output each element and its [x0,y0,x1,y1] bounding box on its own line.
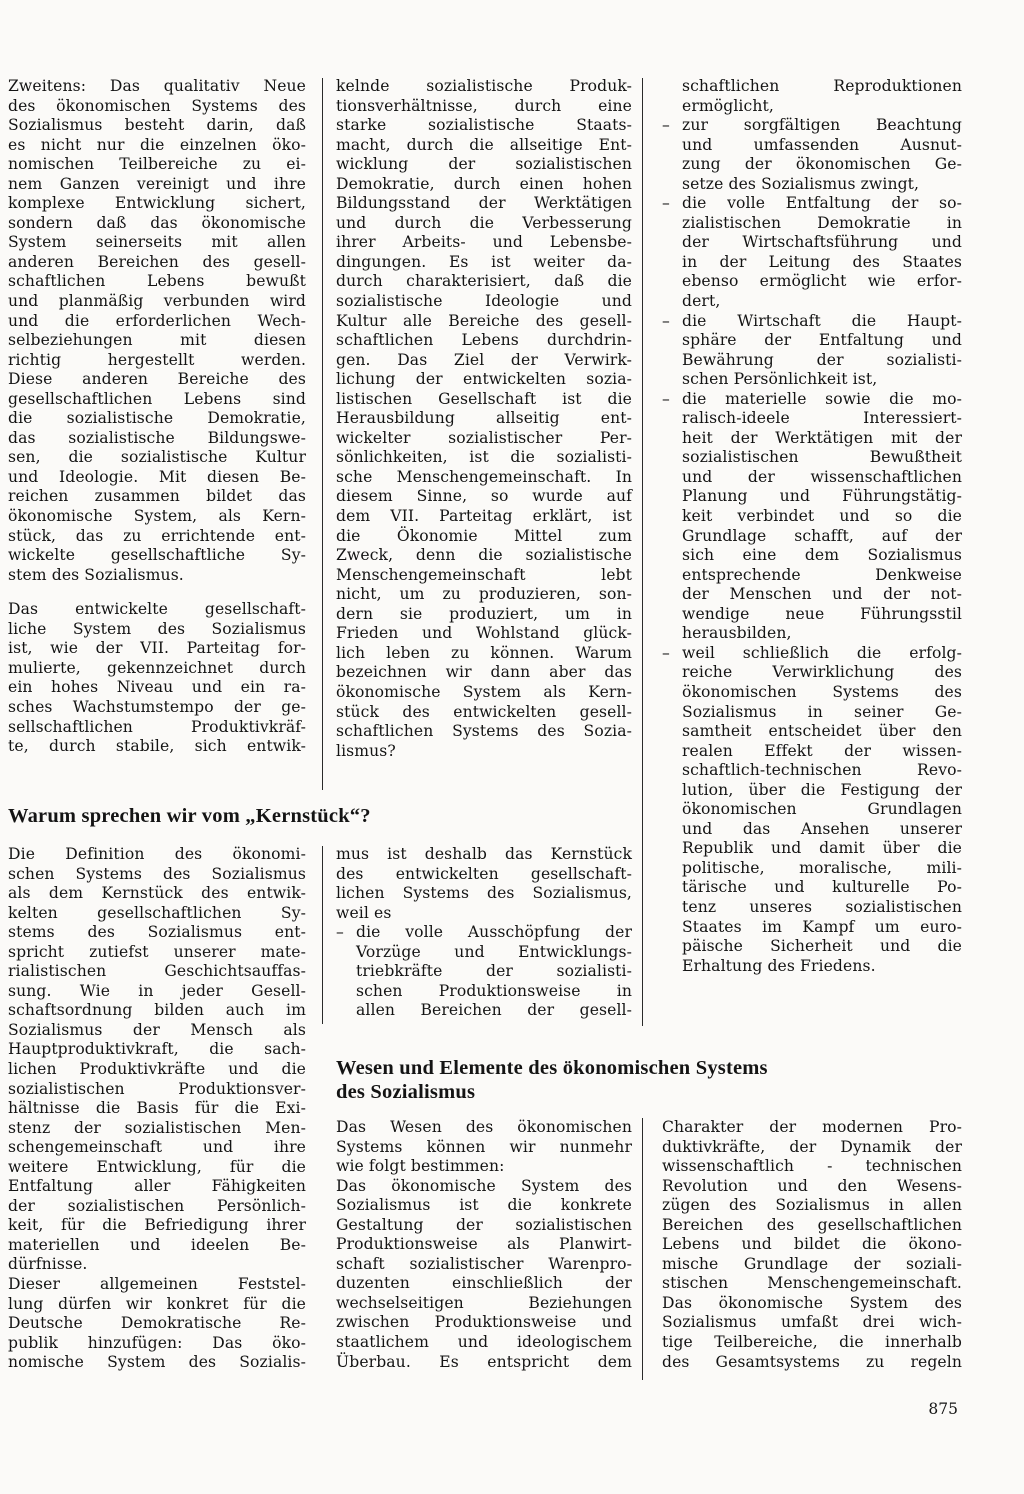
dash-bullet: – [662,643,670,662]
text-line: und das Ansehen unserer [682,819,962,838]
text-line: sung. Wie in jeder Gesell- [8,981,306,1000]
text-line: und die erforderlichen Wech- [8,311,306,330]
text-line: wissenschaftlich - technischen [662,1157,962,1176]
list-item [662,390,962,644]
text-line: gen. Das Ziel der Verwirk- [336,350,632,369]
text-line: Demokratie, durch einen hohen [336,174,632,193]
text-line: lich leben zu können. Warum [336,643,632,662]
text-line: tionsverhältnisse, durch eine [336,96,632,115]
text-line: Menschengemeinschaft lebt [336,565,632,584]
paragraph-entwickelte-system [8,600,306,756]
text-line: sches Wachstumstempo der ge- [8,697,306,716]
text-line: ökonomischen Grundlagen [682,800,962,819]
text-line: Frieden und Wohlstand glück- [336,624,632,643]
text-line: sich eine dem Sozialismus [682,546,962,565]
text-line: sozialistische Ideologie und [336,292,632,311]
dash-bullet: – [662,311,670,330]
text-line: triebkräfte der sozialisti- [356,962,632,981]
dash-bullet: – [662,116,670,135]
text-line: wickelte gesellschaftliche Sy- [8,546,306,565]
list-item [662,312,962,390]
text-line: selbeziehungen mit diesen [8,331,306,350]
text-line: ist, wie der VII. Parteitag for- [8,639,306,658]
text-line: des Gesamtsystems zu regeln [662,1352,962,1371]
text-line: sönlichkeiten, ist die sozialisti- [336,448,632,467]
dash-bullet: – [336,923,344,942]
text-line: dem VII. Parteitag erklärt, ist [336,507,632,526]
text-line: Revolution und den Wesens- [662,1176,962,1195]
text-line: mulierte, gekennzeichnet durch [8,658,306,677]
text-line: Erhaltung des Friedens. [682,956,876,975]
text-line: zur sorgfältigen Beachtung [682,116,962,135]
text-line: tenz unseres sozialistischen [682,897,962,916]
text-line: Deutsche Demokratische Re- [8,1314,306,1333]
text-line: hältnisse die Basis für die Exi- [8,1099,306,1118]
list-item [662,116,962,194]
text-line: ralisch-ideele Interessiert- [682,409,962,428]
text-line: stenz der sozialistischen Men- [8,1118,306,1137]
text-line: ebenso ermöglicht wie erfor- [682,272,962,291]
text-line: sozialistischen Produktionsver- [8,1079,306,1098]
text-line: zügen des Sozialismus in allen [662,1196,962,1215]
text-line: anderen Bereichen des gesell- [8,252,306,271]
text-line: listischen Gesellschaft ist die [336,389,632,408]
text-line: in der Leitung des Staates [682,252,962,271]
text-line: entsprechende Denkweise [682,565,962,584]
text-line: die materielle sowie die mo- [682,389,962,408]
page-number: 875 [928,1400,958,1418]
text-line: stem des Sozialismus. [8,565,184,584]
text-line: ein hohes Niveau und ein ra- [8,678,306,697]
text-line: samtheit entscheidet über den [682,722,962,741]
text-line: Die Definition des ökonomi- [8,845,306,863]
text-line: allen Bereichen der gesell- [356,1001,632,1020]
text-line: ökonomischen Systems des [682,682,962,701]
text-line: duzenten einschließlich der [336,1274,632,1293]
text-line: es nicht nur die einzelnen öko- [8,135,306,154]
text-line: ökonomische System, als Kern- [8,507,306,526]
text-line: keit verbindet und so die [682,507,962,526]
text-line: nomischen Teilbereiche zu ei- [8,155,306,174]
text-line: diesem Sinne, so wurde auf [336,487,632,506]
text-line: schaft sozialistischer Warenpro- [336,1254,632,1273]
text-line: sozialistischen Bewußtheit [682,448,962,467]
text-line: Charakter der modernen Pro- [662,1118,962,1136]
text-line: lichen Produktivkräfte und die [8,1060,306,1079]
text-line: Sozialismus in seiner Ge- [682,702,962,721]
intro-continuation [662,77,962,116]
column-rule-4 [642,1118,643,1380]
text-line: wendige neue Führungsstil [682,604,962,623]
text-line: durch charakterisiert, daß die [336,272,632,291]
text-line: ihrer Arbeits- und Lebensbe- [336,233,632,252]
text-line: System seinerseits mit allen [8,233,306,252]
text-line: gesellschaftlichen Lebens sind [8,389,306,408]
top-column-1 [8,77,306,757]
column-rule-1 [322,78,323,790]
text-line: sche Menschengemeinschaft. In [336,467,632,486]
text-line: Sozialismus der Mensch als [8,1020,306,1039]
text-line: Produktionsweise als Planwirt- [336,1235,632,1254]
text-line: tärische und kulturelle Po- [682,878,962,897]
text-line: die Ökonomie Mittel zum [336,526,632,545]
text-line: mus ist deshalb das Kernstück [336,845,632,863]
text-line: wie folgt bestimmen: [336,1157,505,1176]
text-line: und planmäßig verbunden wird [8,292,306,311]
text-line: schaftlich-technischen Revo- [682,761,962,780]
text-line: und umfassenden Ausnut- [682,135,962,154]
text-line: schen Systems des Sozialismus [8,864,306,883]
text-line: kelnde sozialistische Produk- [336,77,632,95]
text-line: schaftsordnung bilden auch im [8,1001,306,1020]
text-line: Gestaltung der sozialistischen [336,1215,632,1234]
text-line: heit der Werktätigen mit der [682,428,962,447]
text-line: Zweck, denn die sozialistische [336,546,632,565]
text-line: macht, durch die allseitige Ent- [336,135,632,154]
list-item [662,194,962,311]
bottom-column-2 [336,1118,632,1372]
text-line: nem Ganzen vereinigt und ihre [8,174,306,193]
text-line: und durch die Verbesserung [336,213,632,232]
text-line: rialistischen Geschichtsauffas- [8,962,306,981]
text-line: schaftlichen Systems des Sozia- [336,722,632,741]
text-line: Das ökonomische System des [662,1293,962,1312]
text-line: Kultur alle Bereiche des gesell- [336,311,632,330]
text-line: schen Persönlichkeit ist, [682,370,878,389]
dash-bullet: – [662,389,670,408]
text-line: publik hinzufügen: Das öko- [8,1333,306,1352]
text-line: spricht zutiefst unserer mate- [8,942,306,961]
text-line: stück, das zu errichtende ent- [8,526,306,545]
text-line: weil es [336,903,392,922]
text-line: wechselseitigen Beziehungen [336,1293,632,1312]
text-line: stischen Menschengemeinschaft. [662,1274,962,1293]
text-line: Sozialismus umfaßt drei wich- [662,1313,962,1332]
text-line: stems des Sozialismus ent- [8,923,306,942]
text-line: lichen Systems des Sozialismus, [336,884,632,903]
text-line: Hauptproduktivkraft, die sach- [8,1040,306,1059]
text-line: materiellen und ideelen Be- [8,1235,306,1254]
text-line: und der wissenschaftlichen [682,467,962,486]
text-line: Bildungsstand der Werktätigen [336,194,632,213]
text-line: schaftlichen Reproduktionen [682,77,962,95]
text-line: Das entwickelte gesellschaft- [8,600,306,619]
text-line: lution, über die Festigung der [682,780,962,799]
text-line: die sozialistische Demokratie, [8,409,306,428]
text-line: Staates im Kampf um euro- [682,917,962,936]
text-line: das sozialistische Bildungswe- [8,428,306,447]
text-line: Systems können wir nunmehr [336,1137,632,1156]
text-line: Zweitens: Das qualitativ Neue [8,77,306,95]
text-line: die Wirtschaft die Haupt- [682,311,962,330]
text-line: duktivkräfte, der Dynamik der [662,1137,962,1156]
text-line: Lebens und bildet die ökono- [662,1235,962,1254]
text-line: schaftlichen Lebens bewußt [8,272,306,291]
section-heading-kernstueck: Warum sprechen wir vom „Kernstück“? [8,805,371,827]
section-heading-wesen [336,1056,956,1104]
text-line: setze des Sozialismus zwingt, [682,174,920,193]
text-line: dürfnisse. [8,1255,88,1274]
text-line: Das Wesen des ökonomischen [336,1118,632,1136]
column-rule-2 [642,78,643,1026]
middle-column-1 [8,845,306,1373]
text-line: stück des entwickelten gesell- [336,702,632,721]
text-line: Planung und Führungstätig- [682,487,962,506]
text-line: lichung der entwickelten sozia- [336,370,632,389]
middle-column-2 [336,845,632,1021]
text-line: te, durch stabile, sich entwik- [8,737,306,756]
text-line: tige Teilbereiche, die innerhalb [662,1333,962,1352]
text-line: Grundlage schafft, auf der [682,526,962,545]
text-line: der Menschen und der not- [682,585,962,604]
text-line: weil schließlich die erfolg- [682,643,962,662]
text-line: der sozialistischen Persönlich- [8,1196,306,1215]
column-rule-3 [322,846,323,1024]
text-line: ermöglicht, [682,96,774,115]
text-line: schaftlichen Lebens durchdrin- [336,331,632,350]
text-line: bezeichnen wir dann aber das [336,663,632,682]
text-line: komplexe Entwicklung sichert, [8,194,306,213]
text-line: Überbau. Es entspricht dem [336,1352,632,1371]
text-line: die volle Ausschöpfung der [356,923,632,942]
text-line: zwischen Produktionsweise und [336,1313,632,1332]
text-line: schen Produktionsweise in [356,981,632,1000]
text-line: Herausbildung allseitig ent- [336,409,632,428]
text-line: politische, moralische, mili- [682,858,962,877]
text-line: zialistischen Demokratie in [682,213,962,232]
text-line: starke sozialistische Staats- [336,116,632,135]
text-line: richtig hergestellt werden. [8,350,306,369]
text-line: die volle Entfaltung der so- [682,194,962,213]
text-line: schengemeinschaft und ihre [8,1138,306,1157]
text-line: Republik und damit über die [682,839,962,858]
paragraph-zweitens [8,77,306,585]
text-line: sondern daß das ökonomische [8,213,306,232]
top-column-2 [336,77,632,761]
text-line: wickelter sozialistischer Per- [336,428,632,447]
bottom-column-3 [662,1118,962,1372]
text-line: als dem Kernstück des entwik- [8,884,306,903]
text-line: liche System des Sozialismus [8,619,306,638]
text-line: sphäre der Entfaltung und [682,331,962,350]
text-line: realen Effekt der wissen- [682,741,962,760]
text-line: Sozialismus besteht darin, daß [8,116,306,135]
text-line: nomische System des Sozialis- [8,1353,306,1372]
text-line: des ökonomischen Systems des [8,96,306,115]
text-line: dingungen. Es ist weiter da- [336,252,632,271]
text-line: Sozialismus ist die konkrete [336,1196,632,1215]
text-line: päische Sicherheit und die [682,937,962,956]
text-line: wicklung der sozialistischen [336,155,632,174]
text-line: nicht, um zu produzieren, son- [336,585,632,604]
text-line: und Ideologie. Mit diesen Be- [8,467,306,486]
section-heading-wesen-line-1: Wesen und Elemente des ökonomischen Systems [336,1057,768,1079]
dash-bullet: – [662,194,670,213]
text-line: Dieser allgemeinen Feststel- [8,1275,306,1294]
text-line: sellschaftlichen Produktivkräf- [8,717,306,736]
text-line: dert, [682,292,721,311]
text-line: des entwickelten gesellschaft- [336,864,632,883]
text-line: mische Grundlage der soziali- [662,1254,962,1273]
text-line: lung dürfen wir konkret für die [8,1294,306,1313]
list-item [336,923,632,1021]
text-line: kelten gesellschaftlichen Sy- [8,903,306,922]
text-line: ökonomische System als Kern- [336,682,632,701]
text-line: Bereichen des gesellschaftlichen [662,1215,962,1234]
text-line: der Wirtschaftsführung und [682,233,962,252]
section-heading-wesen-line-2: des Sozialismus [336,1081,476,1103]
text-line: lismus? [336,741,396,760]
text-line: keit, für die Befriedigung ihrer [8,1216,306,1235]
list-item [662,644,962,976]
right-column-list [662,77,962,976]
text-line: staatlichem und ideologischem [336,1333,632,1352]
text-line: Entfaltung aller Fähigkeiten [8,1177,306,1196]
text-line: reiche Verwirklichung des [682,663,962,682]
text-line: Diese anderen Bereiche des [8,370,306,389]
text-line: Vorzüge und Entwicklungs- [356,942,632,961]
text-line: herausbilden, [682,624,792,643]
text-line: dern sie produziert, um in [336,604,632,623]
text-line: sen, die sozialistische Kultur [8,448,306,467]
text-line: weitere Entwicklung, für die [8,1157,306,1176]
text-line: zung der ökonomischen Ge- [682,155,962,174]
text-line: Das ökonomische System des [336,1176,632,1195]
text-line: reichen zusammen bildet das [8,487,306,506]
text-line: Bewährung der sozialisti- [682,350,962,369]
